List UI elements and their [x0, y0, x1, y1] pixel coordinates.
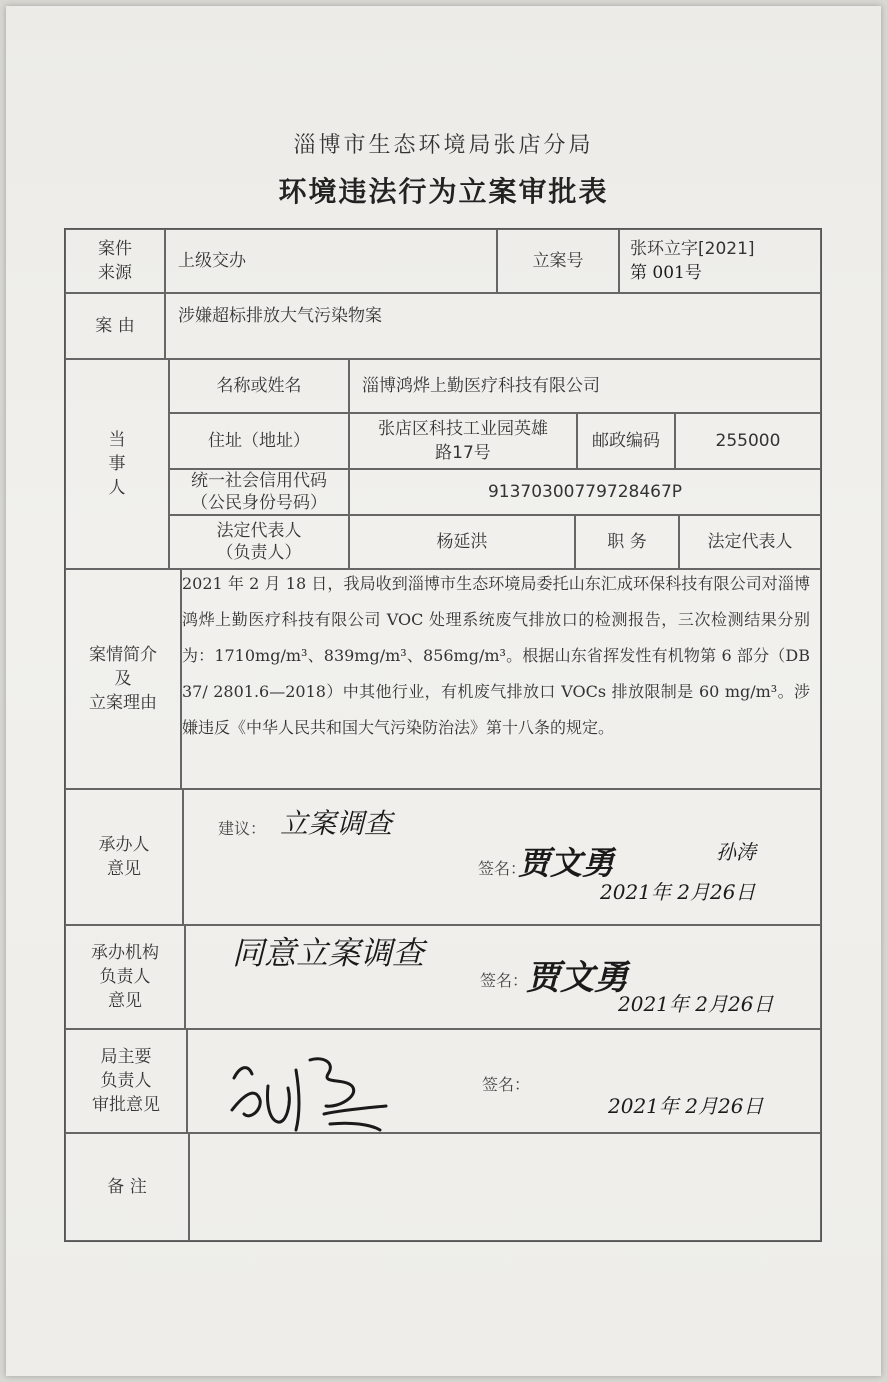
party-credit-code-value: 91370300779728467P: [349, 469, 821, 515]
party-credit-code-label: 统一社会信用代码 （公民身份号码）: [169, 469, 349, 515]
case-number-value: [619, 229, 821, 293]
summary-label: 案情简介 及 立案理由: [65, 569, 181, 789]
form-title: 环境违法行为立案审批表: [278, 175, 609, 208]
case-number-line2: 第 001号: [630, 263, 702, 283]
party-address-value: 张店区科技工业园英雄 路17号: [349, 413, 577, 469]
remarks-value: [189, 1133, 821, 1241]
director-date: 2021年 2月26日: [608, 1094, 764, 1118]
handler-date: 2021年 2月26日: [600, 880, 756, 904]
party-position-value: 法定代表人: [679, 515, 821, 569]
handler-suggestion-prefix: 建议：: [218, 819, 267, 838]
party-postcode-value: 255000: [675, 413, 821, 469]
case-number-line1: 张环立字[2021]: [630, 239, 755, 259]
case-source-value: 上级交办: [165, 229, 497, 293]
party-name-value: 淄博鸿烨上勤医疗科技有限公司: [349, 359, 821, 413]
handler-signature: 贾文勇: [518, 844, 615, 882]
handler-suggestion-handwriting: 立案调查: [280, 807, 393, 840]
handler-signature-label: 签名：: [478, 859, 527, 878]
party-postcode-label: 邮政编码: [577, 413, 675, 469]
director-approval-label: 局主要 负责人 审批意见: [65, 1029, 187, 1133]
summary-text: 2021 年 2 月 18 日，我局收到淄博市生态环境局委托山东汇成环保科技有限公司对淄博鸿烨上勤医疗科技有限公司 VOC 处理系统废气排放口的检测报告，三次检测结果分别为：1710mg/m³、839mg/m³、856mg/m³。根据山东省挥发性有机物第 6 部分（DB 37/ 2801.6—2018）中其他行业，有机废气排放口 VOCs 排放限制是 60 mg/m³。涉嫌违反《中华人民共和国大气污染防治法》第十八条的规定。: [182, 574, 810, 737]
case-reason-value: 涉嫌超标排放大气污染物案: [165, 293, 821, 359]
party-representative-value: 杨延洪: [349, 515, 575, 569]
remarks-label: 备 注: [65, 1133, 189, 1241]
issuing-organization: 淄博市生态环境局张店分局: [293, 133, 594, 158]
case-number-label: 立案号: [497, 229, 619, 293]
agency-date: 2021年 2月26日: [618, 992, 774, 1016]
party-name-label: 名称或姓名: [169, 359, 349, 413]
director-signature-scribble: [226, 1048, 396, 1138]
party-representative-label: 法定代表人 （负责人）: [169, 515, 349, 569]
agency-opinion-handwriting: 同意立案调查: [232, 934, 425, 972]
case-reason-label: 案 由: [65, 293, 165, 359]
agency-signature: 贾文勇: [526, 958, 628, 998]
agency-signature-label: 签名：: [480, 971, 529, 990]
handler-opinion-label: 承办人 意见: [65, 789, 183, 925]
director-signature-label: 签名：: [482, 1075, 531, 1094]
party-address-label: 住址（地址）: [169, 413, 349, 469]
party-label: 当 事 人: [65, 359, 169, 569]
handler-cosigner-signature: 孙涛: [716, 840, 756, 864]
party-position-label: 职 务: [575, 515, 679, 569]
case-source-label: 案件 来源: [65, 229, 165, 293]
agency-opinion-label: 承办机构 负责人 意见: [65, 925, 185, 1029]
